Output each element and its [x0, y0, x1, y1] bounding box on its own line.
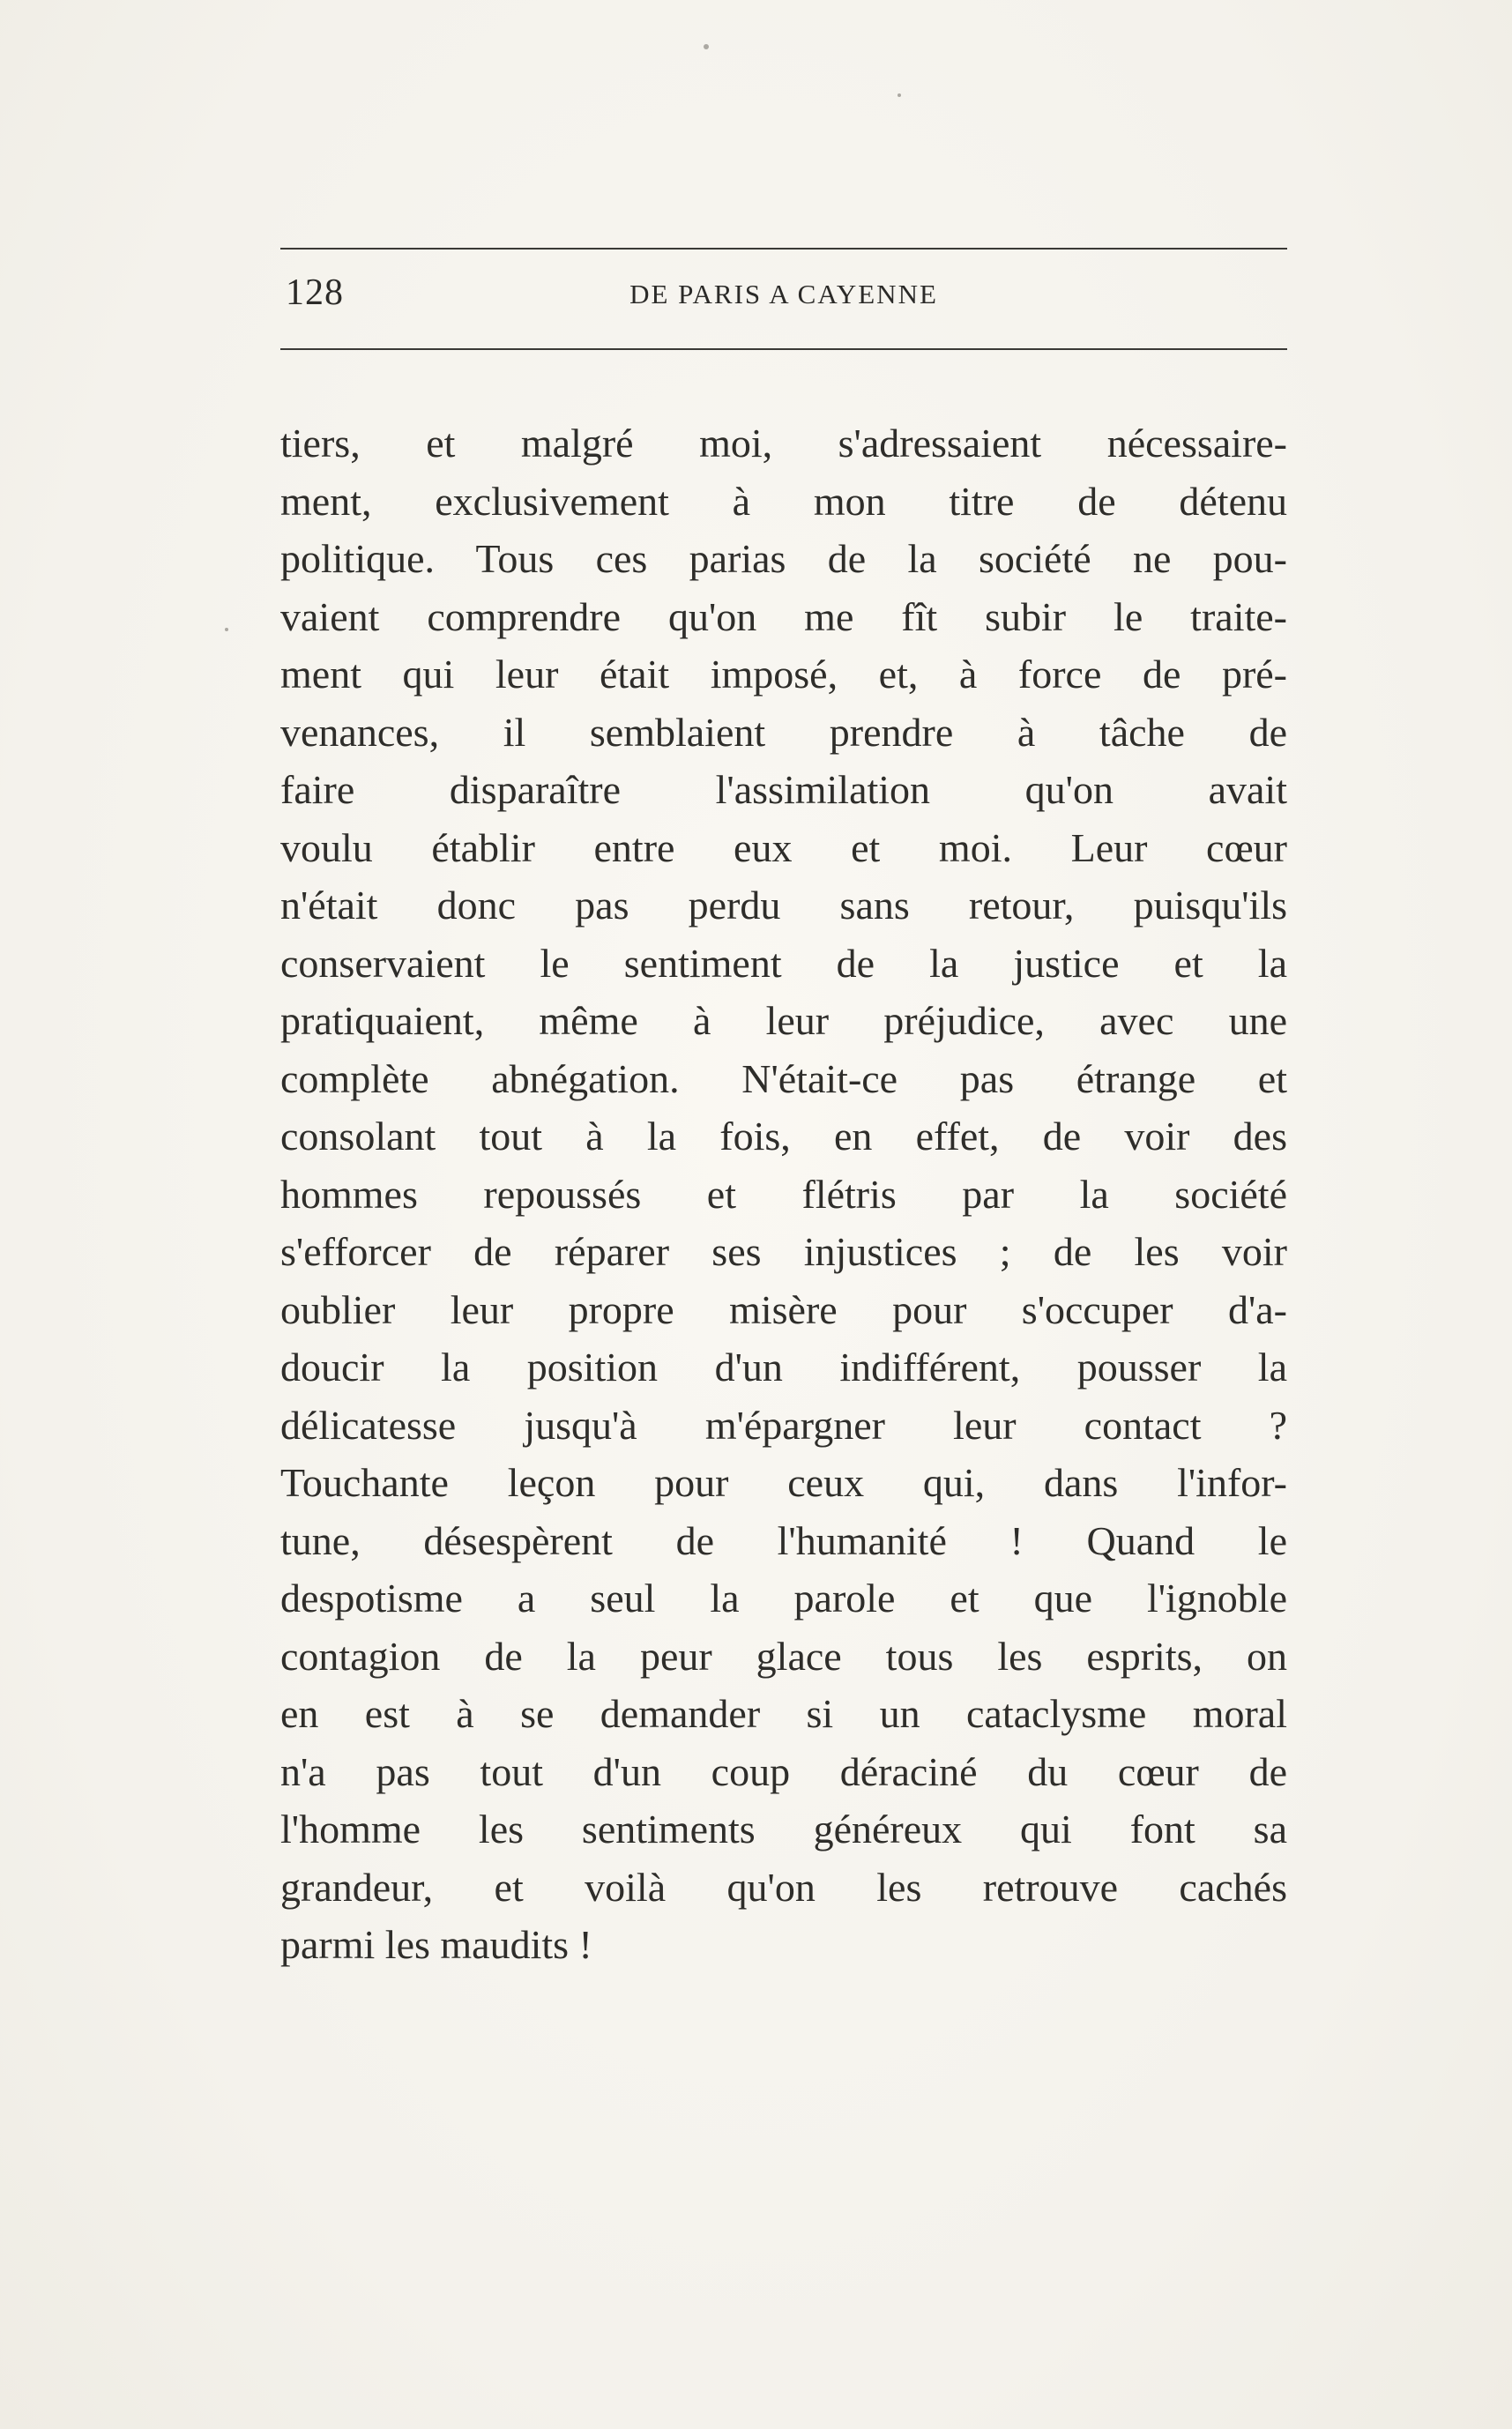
text-line: faire disparaître l'assimilation qu'on avait [280, 767, 1287, 812]
paper-speck [225, 628, 228, 631]
text-line: en est à se demander si un cataclysme moral [280, 1691, 1287, 1736]
header-rule-top [280, 248, 1287, 250]
text-line: complète abnégation. N'était-ce pas étrange et [280, 1055, 1287, 1101]
text-line: n'a pas tout d'un coup déraciné du cœur de [280, 1748, 1287, 1794]
text-line: vaient comprendre qu'on me fît subir le traite- [280, 593, 1287, 639]
text-line: délicatesse jusqu'à m'épargner leur contact ? [280, 1402, 1287, 1448]
text-line: ment qui leur était imposé, et, à force de pré- [280, 652, 1287, 697]
text-line: l'homme les sentiments généreux qui font sa [280, 1807, 1287, 1852]
text-line: politique. Tous ces parias de la société ne pou- [280, 536, 1287, 581]
page-number: 128 [286, 272, 344, 313]
text-line: tiers, et malgré moi, s'adressaient nécessaire- [280, 421, 1287, 466]
body-text [280, 414, 1287, 1974]
text-line: ment, exclusivement à mon titre de détenu [280, 478, 1287, 524]
text-line: consolant tout à la fois, en effet, de voir des [280, 1114, 1287, 1159]
paper-speck [704, 44, 709, 49]
text-line: n'était donc pas perdu sans retour, puisqu'ils [280, 883, 1287, 928]
text-line: contagion de la peur glace tous les esprits, on [280, 1633, 1287, 1679]
text-line: tune, désespèrent de l'humanité ! Quand le [280, 1517, 1287, 1563]
running-title: DE PARIS A CAYENNE [629, 279, 938, 309]
paper-speck [898, 93, 901, 97]
text-line: grandeur, et voilà qu'on les retrouve cachés [280, 1864, 1287, 1910]
text-line: parmi les maudits ! [280, 1922, 592, 1967]
text-line: conservaient le sentiment de la justice et la [280, 940, 1287, 986]
text-line: voulu établir entre eux et moi. Leur cœur [280, 824, 1287, 870]
text-line: pratiquaient, même à leur préjudice, avec une [280, 998, 1287, 1043]
text-line: hommes repoussés et flétris par la société [280, 1171, 1287, 1217]
text-line: Touchante leçon pour ceux qui, dans l'infor- [280, 1460, 1287, 1505]
header-rule-bottom [280, 348, 1287, 350]
text-line: doucir la position d'un indifférent, pousser la [280, 1345, 1287, 1390]
text-line: oublier leur propre misère pour s'occuper d'a- [280, 1286, 1287, 1332]
text-line: venances, il semblaient prendre à tâche de [280, 709, 1287, 755]
text-line: s'efforcer de réparer ses injustices ; de les voir [280, 1229, 1287, 1274]
text-line: despotisme a seul la parole et que l'ignoble [280, 1576, 1287, 1621]
running-head [280, 272, 1287, 324]
